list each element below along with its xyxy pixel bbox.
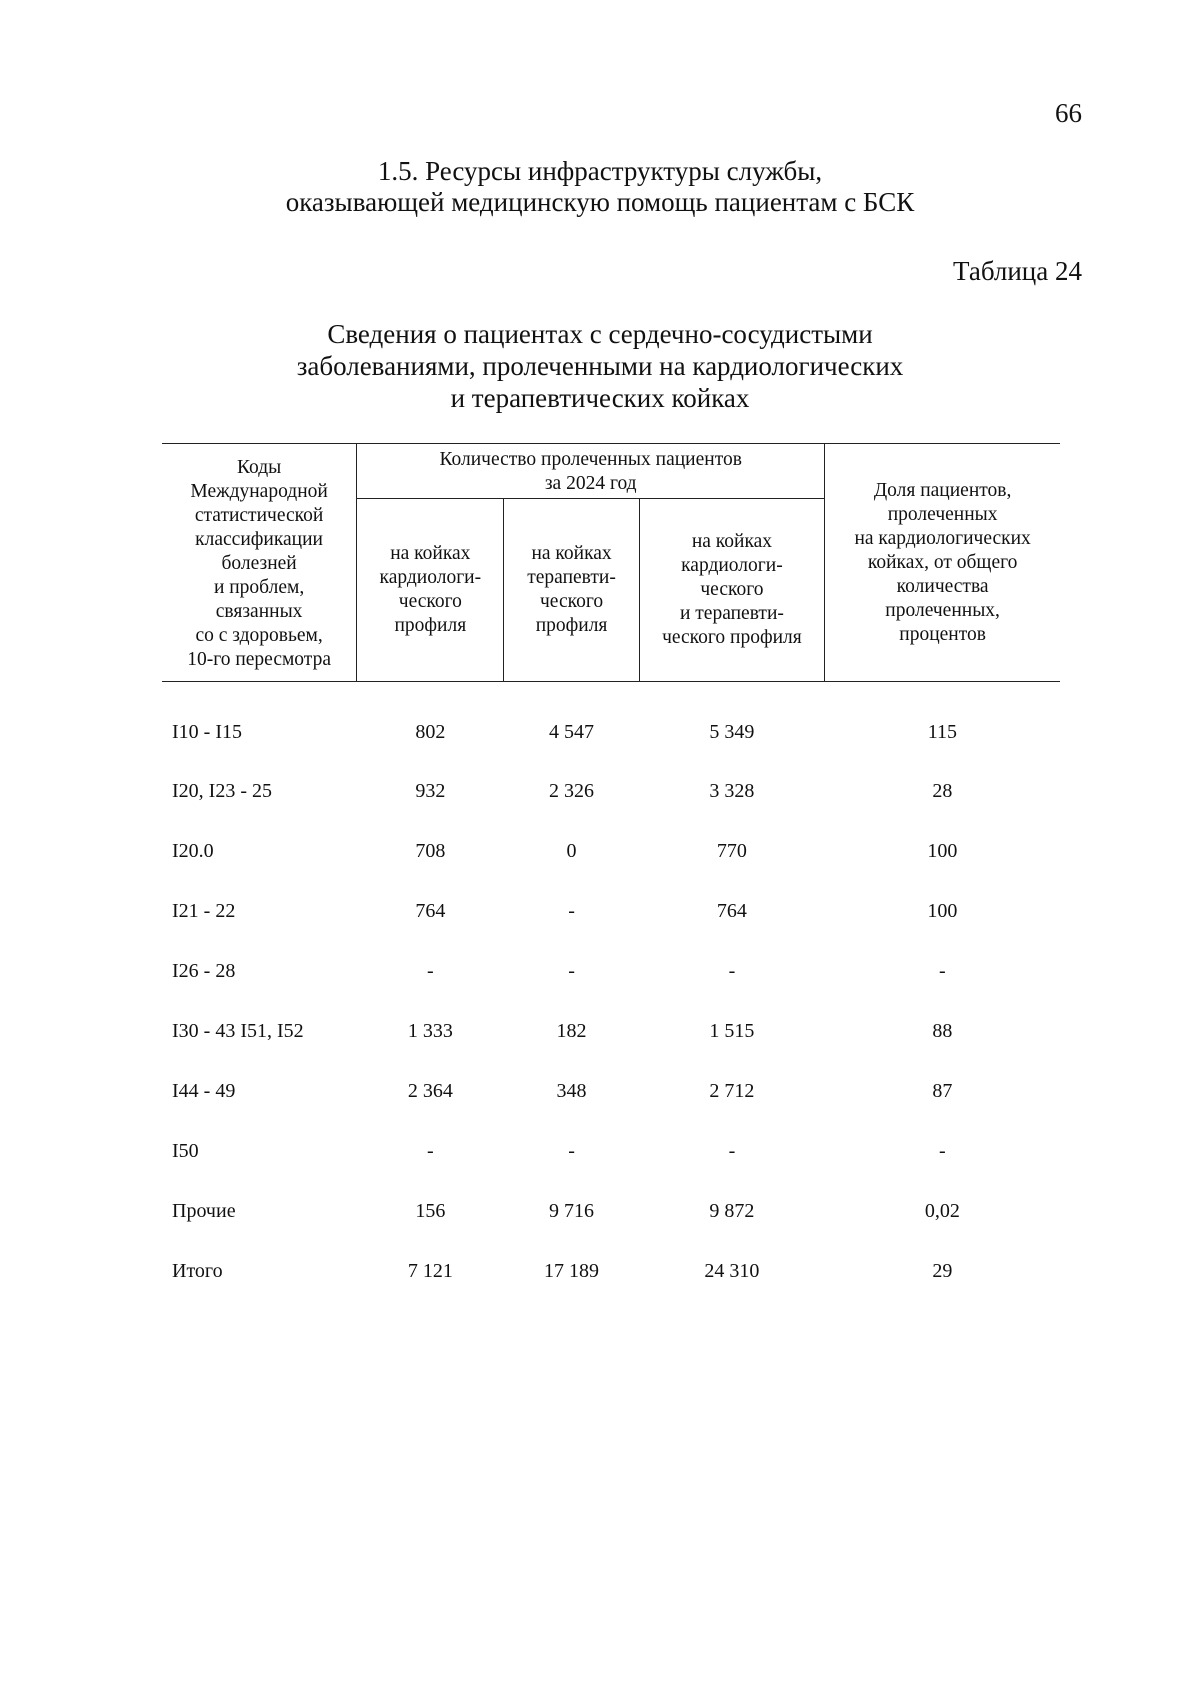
header-share-lines: [831, 479, 1054, 647]
header-cardio-lines: [363, 542, 497, 638]
cardio-cell: 7 121: [407, 1260, 453, 1282]
code-cell: Итого: [172, 1260, 223, 1282]
code-cell: I26 - 28: [172, 960, 236, 982]
header-text-line: статистической: [194, 504, 324, 526]
cardio-cell: 764: [415, 900, 446, 922]
cardio-cell: 2 364: [407, 1080, 453, 1102]
cardio-cell: 1 333: [407, 1020, 453, 1042]
therapy-cell: 17 189: [544, 1260, 600, 1282]
combined-cell: 2 712: [709, 1080, 755, 1102]
section-title-line-1: 1.5. Ресурсы инфраструктуры службы,: [377, 156, 823, 186]
cardio-cell: 932: [415, 780, 446, 802]
table-row: [162, 1061, 1060, 1121]
header-text-line: кардиологи-: [681, 555, 783, 576]
header-text-line: 10-го пересмотра: [187, 648, 331, 670]
header-share: [825, 444, 1060, 682]
header-text-line: на койках: [531, 543, 612, 564]
cardio-cell: -: [427, 1140, 434, 1162]
table-row: [162, 682, 1060, 762]
code-cell: I10 - I15: [172, 721, 242, 743]
cardio-cell: 802: [415, 721, 446, 743]
share-cell: 29: [932, 1260, 953, 1282]
table-title-line-3: и терапевтических койках: [450, 383, 750, 413]
header-text-line: ческого: [540, 591, 604, 612]
share-cell: 115: [927, 721, 957, 743]
code-cell: Прочие: [172, 1200, 236, 1222]
header-text-line: и проблем,: [213, 576, 305, 598]
header-text-line: Доля пациентов,: [873, 479, 1012, 501]
table-header: [162, 444, 1060, 682]
combined-cell: -: [728, 1140, 736, 1162]
share-cell: 28: [932, 780, 953, 802]
header-text-line: со с здоровьем,: [195, 624, 323, 646]
share-cell: 100: [927, 900, 958, 922]
therapy-cell: 2 326: [549, 780, 595, 802]
header-cardio-beds: [357, 499, 504, 682]
header-patient-count-lines: [363, 448, 818, 496]
header-patient-count: [357, 444, 825, 499]
header-text-line: Коды: [236, 456, 282, 478]
table-title: [0, 318, 1200, 414]
table-title-line-2: заболеваниями, пролеченными на кардиологических: [296, 351, 904, 381]
header-text-line: количества: [896, 575, 989, 597]
table-body: [162, 682, 1060, 1302]
therapy-cell: -: [568, 1140, 575, 1162]
combined-cell: 3 328: [709, 780, 755, 802]
header-text-line: за 2024 год: [544, 473, 637, 494]
cardio-cell: 708: [415, 840, 446, 862]
header-text-line: на койках: [390, 543, 471, 564]
code-cell: I20, I23 - 25: [172, 780, 272, 802]
share-cell: 100: [927, 840, 958, 862]
table-row: [162, 1241, 1060, 1301]
table-row: [162, 1001, 1060, 1061]
header-text-line: профиля: [394, 615, 467, 636]
header-code-lines: [168, 456, 350, 672]
therapy-cell: -: [568, 900, 575, 922]
share-cell: 0,02: [924, 1200, 960, 1222]
code-cell: I44 - 49: [172, 1080, 236, 1102]
combined-cell: -: [728, 960, 736, 982]
header-combined-lines: [646, 530, 819, 650]
therapy-cell: -: [568, 960, 575, 982]
header-text-line: Количество пролеченных пациентов: [439, 449, 742, 470]
code-cell: I20.0: [172, 840, 214, 862]
header-text-line: процентов: [899, 623, 986, 645]
share-cell: -: [939, 960, 946, 982]
combined-cell: 1 515: [709, 1020, 755, 1042]
combined-cell: 764: [716, 900, 747, 922]
therapy-cell: 182: [556, 1020, 587, 1042]
combined-cell: 770: [716, 840, 747, 862]
header-text-line: на кардиологических: [854, 527, 1031, 549]
section-title-line-2: оказывающей медицинскую помощь пациентам с БСК: [285, 187, 915, 217]
header-text-line: на койках: [691, 531, 773, 552]
cardio-cell: -: [427, 960, 434, 982]
header-text-line: ческого профиля: [662, 627, 802, 648]
code-cell: I21 - 22: [172, 900, 236, 922]
therapy-cell: 0: [566, 840, 577, 862]
header-row-1: [162, 444, 1060, 499]
header-text-line: классификации: [195, 528, 323, 550]
page-number: 66: [1055, 98, 1082, 128]
patients-table: [162, 443, 1060, 1301]
header-text-line: ческого: [398, 591, 462, 612]
header-text-line: кардиологи-: [379, 567, 482, 588]
code-cell: I30 - 43 I51, I52: [172, 1020, 304, 1042]
header-text-line: профиля: [535, 615, 608, 636]
combined-cell: 24 310: [704, 1260, 760, 1282]
header-text-line: связанных: [215, 600, 303, 622]
combined-cell: 9 872: [709, 1200, 755, 1222]
header-code: [162, 444, 357, 682]
header-text-line: пролеченных,: [885, 599, 1000, 621]
header-text-line: болезней: [221, 552, 297, 574]
code-cell: I50: [172, 1140, 199, 1162]
table-row: [162, 1121, 1060, 1181]
share-cell: -: [939, 1140, 946, 1162]
header-text-line: пролеченных: [887, 503, 998, 525]
header-text-line: и терапевти-: [679, 603, 784, 624]
table-row: [162, 881, 1060, 941]
table-row: [162, 761, 1060, 821]
therapy-cell: 9 716: [549, 1200, 595, 1222]
share-cell: 88: [932, 1020, 953, 1042]
table-number: Таблица 24: [953, 256, 1082, 286]
share-cell: 87: [932, 1080, 953, 1102]
header-text-line: терапевти-: [527, 567, 616, 588]
table-row: [162, 821, 1060, 881]
header-text-line: койках, от общего: [867, 551, 1018, 573]
header-combined-beds: [639, 499, 825, 682]
combined-cell: 5 349: [709, 721, 755, 743]
therapy-cell: 348: [556, 1080, 587, 1102]
header-text-line: Международной: [190, 480, 328, 502]
header-therapy-lines: [510, 542, 632, 638]
table-row: [162, 941, 1060, 1001]
table-title-line-1: Сведения о пациентах с сердечно-сосудистыми: [327, 319, 873, 349]
header-text-line: ческого: [700, 579, 764, 600]
header-therapy-beds: [504, 499, 639, 682]
therapy-cell: 4 547: [549, 721, 595, 743]
section-title: [0, 156, 1200, 218]
table-row: [162, 1181, 1060, 1241]
cardio-cell: 156: [415, 1200, 446, 1222]
